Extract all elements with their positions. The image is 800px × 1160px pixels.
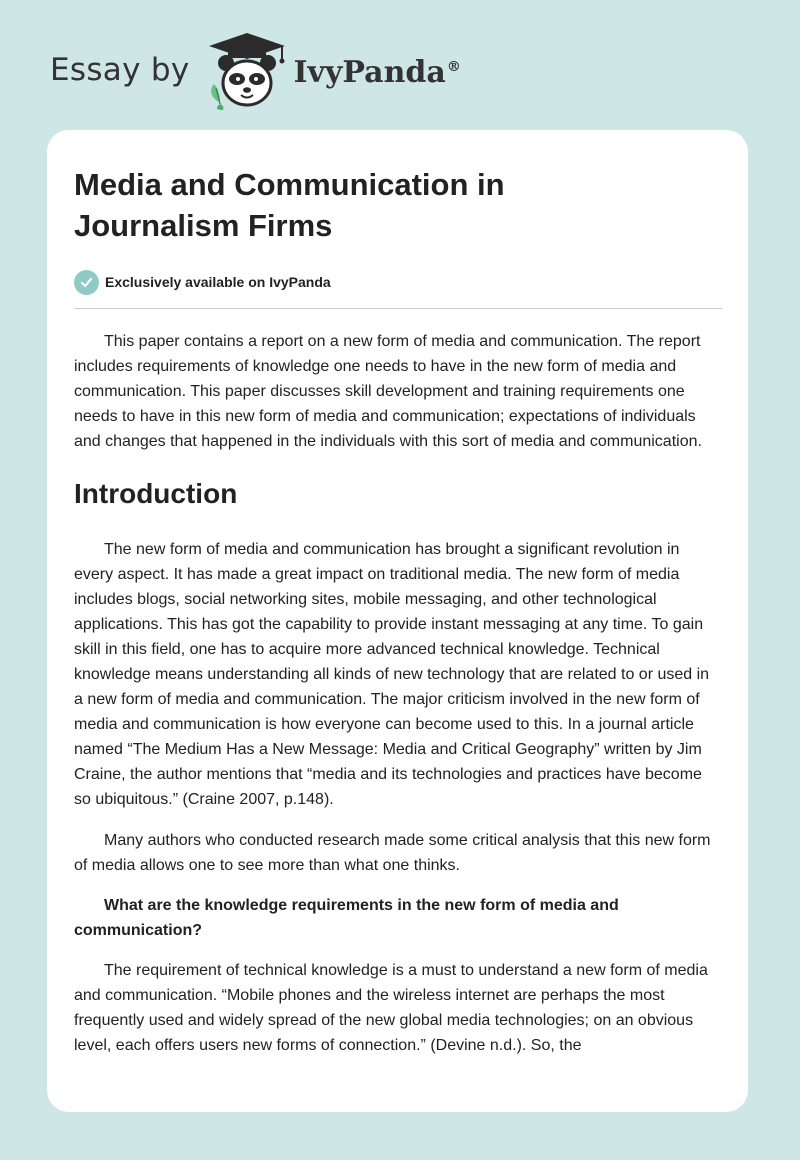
check-mark-icon bbox=[80, 276, 93, 289]
essay-content bbox=[47, 130, 748, 1058]
essay-title: Media and Communication in Journalism Firms bbox=[74, 167, 505, 243]
brand-name bbox=[294, 55, 461, 90]
section-heading-introduction: Introduction bbox=[74, 478, 238, 509]
panda-graduate-icon[interactable] bbox=[204, 30, 290, 110]
brand-name-text: IvyPanda bbox=[293, 54, 446, 90]
registered-mark: ® bbox=[446, 58, 461, 75]
body-paragraph-2: Many authors who conducted research made some critical analysis that this new form of media allows one to see more than what one thinks. bbox=[74, 832, 711, 874]
exclusive-label: Exclusively available on IvyPanda bbox=[105, 274, 331, 290]
brand-prefix: Essay by bbox=[50, 52, 190, 88]
subheading-knowledge-requirements: What are the knowledge requirements in the new form of media and communication? bbox=[74, 897, 619, 939]
body-paragraph-1: The new form of media and communication has brought a significant revolution in every aspect. It has made a great impact on traditional media. The new form of media includes blogs, social networking sites, mobile messaging, and other technological applications. This has got the capability to provide instant messaging at any time. To gain skill in this field, one has to acquire more advanced technical knowledge. Technical knowledge means understanding all kinds of new technology that are related to or used in a new form of media and communication. The major criticism involved in the new form of media and communication is how everyone can become used to this. In a journal article named “The Medium Has a New Message: Media and Critical Geography” written by Jim Craine, the author mentions that “media and its technologies and practices have become so ubiquitous.” (Craine 2007, p.148). bbox=[74, 541, 710, 808]
site-header bbox=[50, 30, 461, 110]
intro-paragraph: This paper contains a report on a new form of media and communication. The report includes requirements of knowledge one needs to have in the new form of media and communication. This paper discusses skill development and training requirements one needs to have in this new form of media and communication; expectations of individuals and changes that happened in the individuals with this sort of media and communication. bbox=[74, 333, 702, 450]
check-circle-icon bbox=[74, 270, 99, 295]
body-paragraph-3: The requirement of technical knowledge is a must to understand a new form of media and communication. “Mobile phones and the wireless internet are perhaps the most frequently used and widely spread of the new global media technologies; on an obvious level, each offers users new forms of connection.” (Devine n.d.). So, the bbox=[74, 962, 708, 1054]
title-divider bbox=[74, 308, 722, 309]
essay-card bbox=[47, 130, 748, 1112]
exclusive-badge bbox=[74, 269, 722, 295]
